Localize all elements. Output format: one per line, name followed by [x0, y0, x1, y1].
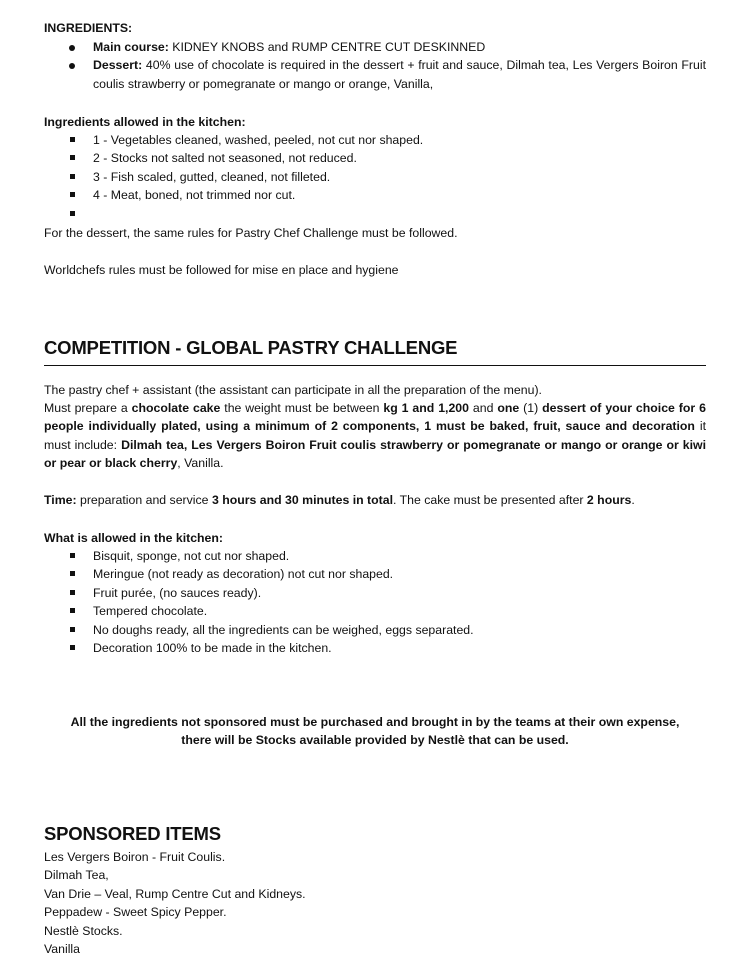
sponsor-item: Van Drie – Veal, Rump Centre Cut and Kidneys. — [44, 886, 306, 901]
item-text: KIDNEY KNOBS and RUMP CENTRE CUT DESKINNED — [168, 40, 486, 54]
list-item-dessert — [44, 56, 706, 93]
pastry-intro: The pastry chef + assistant (the assistant can participate in all the preparation of the menu). — [44, 383, 542, 397]
text-run: it must include: — [44, 419, 706, 452]
text-run: . The cake must be presented after — [393, 493, 587, 507]
text-run: , Vanilla. — [177, 456, 224, 471]
allowed-heading: What is allowed in the kitchen: — [44, 531, 224, 545]
kitchen-heading: Ingredients allowed in the kitchen: — [44, 115, 246, 129]
ingredients-heading: INGREDIENTS: — [44, 21, 133, 35]
list-item-main-course — [44, 38, 706, 56]
bold-run: 2 hours — [586, 493, 632, 507]
section-title: COMPETITION - GLOBAL PASTRY CHALLENGE — [44, 337, 458, 358]
notice-block — [44, 713, 706, 750]
text-run: Must prepare a — [44, 401, 132, 415]
text-run: (1) — [519, 401, 543, 415]
list-item: No doughs ready, all the ingredients can be weighed, eggs separated. — [44, 621, 706, 639]
sponsor-item: Vanilla — [44, 942, 81, 957]
bold-run: Dilmah tea, Les Vergers Boiron Fruit coulis strawberry or pomegranate or mango or orange or kiwi or pear or black cherry — [44, 437, 706, 471]
time-label: Time: — [44, 493, 77, 507]
sponsored-list — [44, 848, 706, 958]
sponsored-heading: SPONSORED ITEMS — [44, 823, 221, 844]
sponsor-item: Peppadew - Sweet Spicy Pepper. — [44, 905, 227, 920]
list-item: Tempered chocolate. — [44, 602, 706, 620]
list-item: 3 - Fish scaled, gutted, cleaned, not filleted. — [44, 168, 706, 186]
text-run: and — [468, 401, 498, 415]
text-run: . — [631, 493, 635, 507]
ingredients-list — [44, 38, 706, 93]
list-item: 2 - Stocks not salted not seasoned, not reduced. — [44, 149, 706, 167]
allowed-list — [44, 547, 706, 657]
notice-line: All the ingredients not sponsored must be purchased and brought in by the teams at their own expense, — [70, 715, 680, 729]
notice-line: there will be Stocks available provided by Nestlè that can be used. — [181, 733, 569, 748]
bold-run: dessert of your choice for 6 people individually plated, using a minimum of 2 components, 1 must be baked, fruit, sauce and decoration — [44, 401, 706, 434]
pastry-requirements — [44, 399, 706, 473]
bold-run: chocolate cake — [131, 401, 221, 415]
list-item-empty — [44, 205, 706, 223]
list-item: 1 - Vegetables cleaned, washed, peeled, not cut nor shaped. — [44, 131, 706, 149]
list-item: Bisquit, sponge, not cut nor shaped. — [44, 547, 706, 565]
sponsor-item: Nestlè Stocks. — [44, 923, 123, 938]
item-text: 40% use of chocolate is required in the dessert + fruit and sauce, Dilmah tea, Les Vergers Boiron Fruit coulis strawberry or pomegranate or mango or orange, Vanilla, — [93, 58, 706, 91]
bold-run: one — [497, 401, 520, 415]
list-item: Meringue (not ready as decoration) not cut nor shaped. — [44, 565, 706, 583]
time-line — [44, 491, 706, 509]
list-item: Fruit purée, (no sauces ready). — [44, 584, 706, 602]
item-label: Main course: — [93, 40, 169, 54]
dessert-rule: For the dessert, the same rules for Pastry Chef Challenge must be followed. — [44, 226, 458, 240]
kitchen-list — [44, 131, 706, 223]
bold-run: kg 1 and 1,200 — [383, 401, 469, 415]
pastry-heading-block — [44, 337, 706, 366]
worldchefs-rule: Worldchefs rules must be followed for mise en place and hygiene — [44, 263, 399, 277]
heading-divider — [44, 365, 706, 366]
bold-run: 3 hours and 30 minutes in total — [211, 493, 394, 507]
item-label: Dessert: — [93, 58, 143, 73]
sponsor-item: Les Vergers Boiron - Fruit Coulis. — [44, 850, 226, 864]
text-run: the weight must be between — [220, 401, 384, 415]
list-item: Decoration 100% to be made in the kitchen. — [44, 639, 706, 657]
list-item: 4 - Meat, boned, not trimmed nor cut. — [44, 186, 706, 204]
sponsor-item: Dilmah Tea, — [44, 868, 109, 883]
text-run: preparation and service — [76, 493, 212, 507]
